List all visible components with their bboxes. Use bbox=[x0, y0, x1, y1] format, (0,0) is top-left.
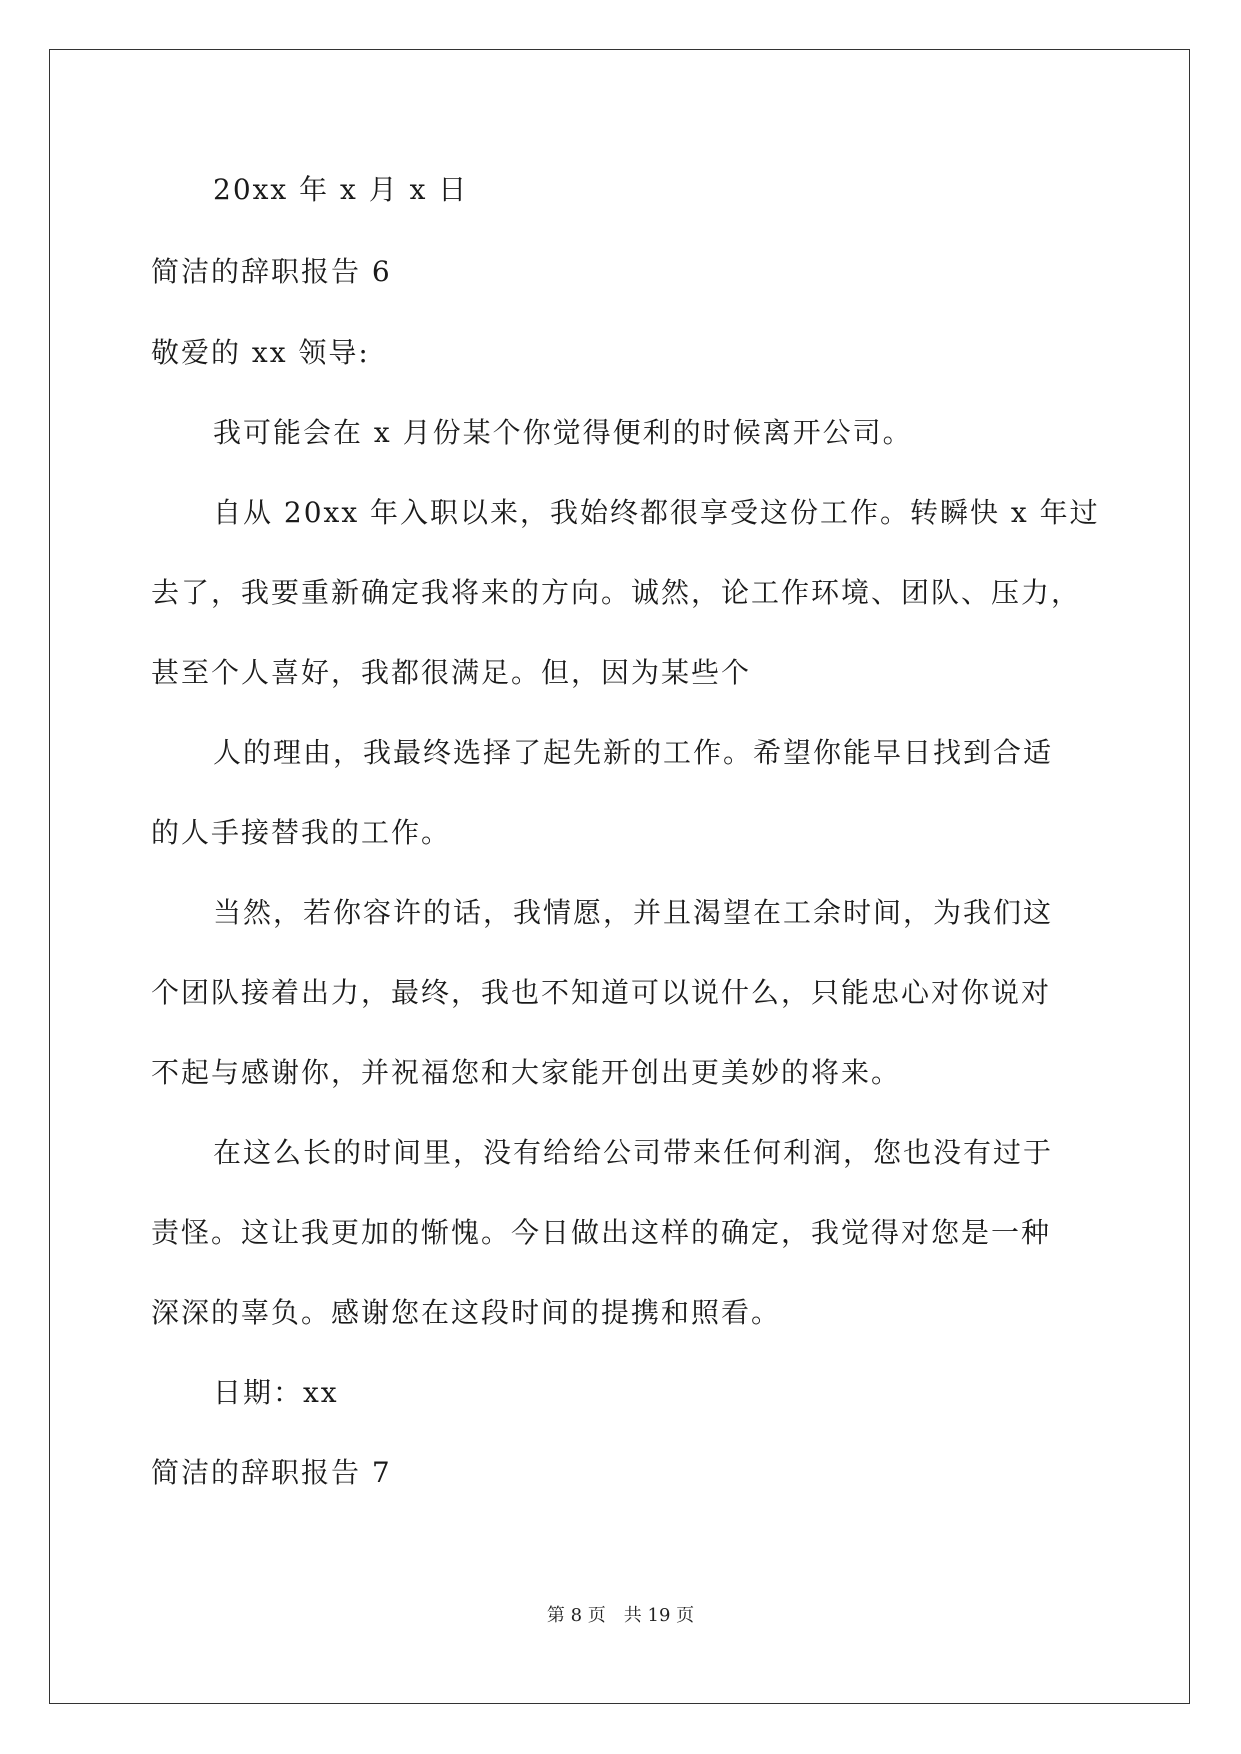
section-heading-6: 简洁的辞职报告 6 bbox=[151, 255, 392, 288]
paragraph-line: 在这么长的时间里，没有给给公司带来任何利润，您也没有过于 bbox=[213, 1136, 1054, 1169]
date-field: 日期：xx bbox=[213, 1376, 339, 1409]
paragraph-line: 甚至个人喜好，我都很满足。但，因为某些个 bbox=[151, 656, 752, 689]
paragraph-line: 不起与感谢你，并祝福您和大家能开创出更美妙的将来。 bbox=[151, 1056, 902, 1089]
date-line: 20xx 年 x 月 x 日 bbox=[213, 173, 469, 206]
page-total: 共 19 页 bbox=[623, 1605, 695, 1626]
paragraph-line: 我可能会在 x 月份某个你觉得便利的时候离开公司。 bbox=[213, 416, 913, 449]
paragraph-line: 的人手接替我的工作。 bbox=[151, 816, 452, 849]
paragraph-line: 当然，若你容许的话，我情愿，并且渴望在工余时间，为我们这 bbox=[213, 896, 1054, 929]
paragraph-line: 自从 20xx 年入职以来，我始终都很享受这份工作。转瞬快 x 年过 bbox=[213, 496, 1100, 529]
paragraph-line: 深深的辜负。感谢您在这段时间的提携和照看。 bbox=[151, 1296, 782, 1329]
section-heading-7: 简洁的辞职报告 7 bbox=[151, 1456, 392, 1489]
salutation: 敬爱的 xx 领导: bbox=[151, 336, 370, 369]
page-number: 第 8 页 bbox=[546, 1605, 606, 1626]
paragraph-line: 责怪。这让我更加的惭愧。今日做出这样的确定，我觉得对您是一种 bbox=[151, 1216, 1052, 1249]
paragraph-line: 个团队接着出力，最终，我也不知道可以说什么，只能忠心对你说对 bbox=[151, 976, 1052, 1009]
paragraph-line: 人的理由，我最终选择了起先新的工作。希望你能早日找到合适 bbox=[213, 736, 1054, 769]
paragraph-line: 去了，我要重新确定我将来的方向。诚然，论工作环境、团队、压力， bbox=[151, 576, 1082, 609]
page-footer bbox=[0, 1604, 1241, 1628]
